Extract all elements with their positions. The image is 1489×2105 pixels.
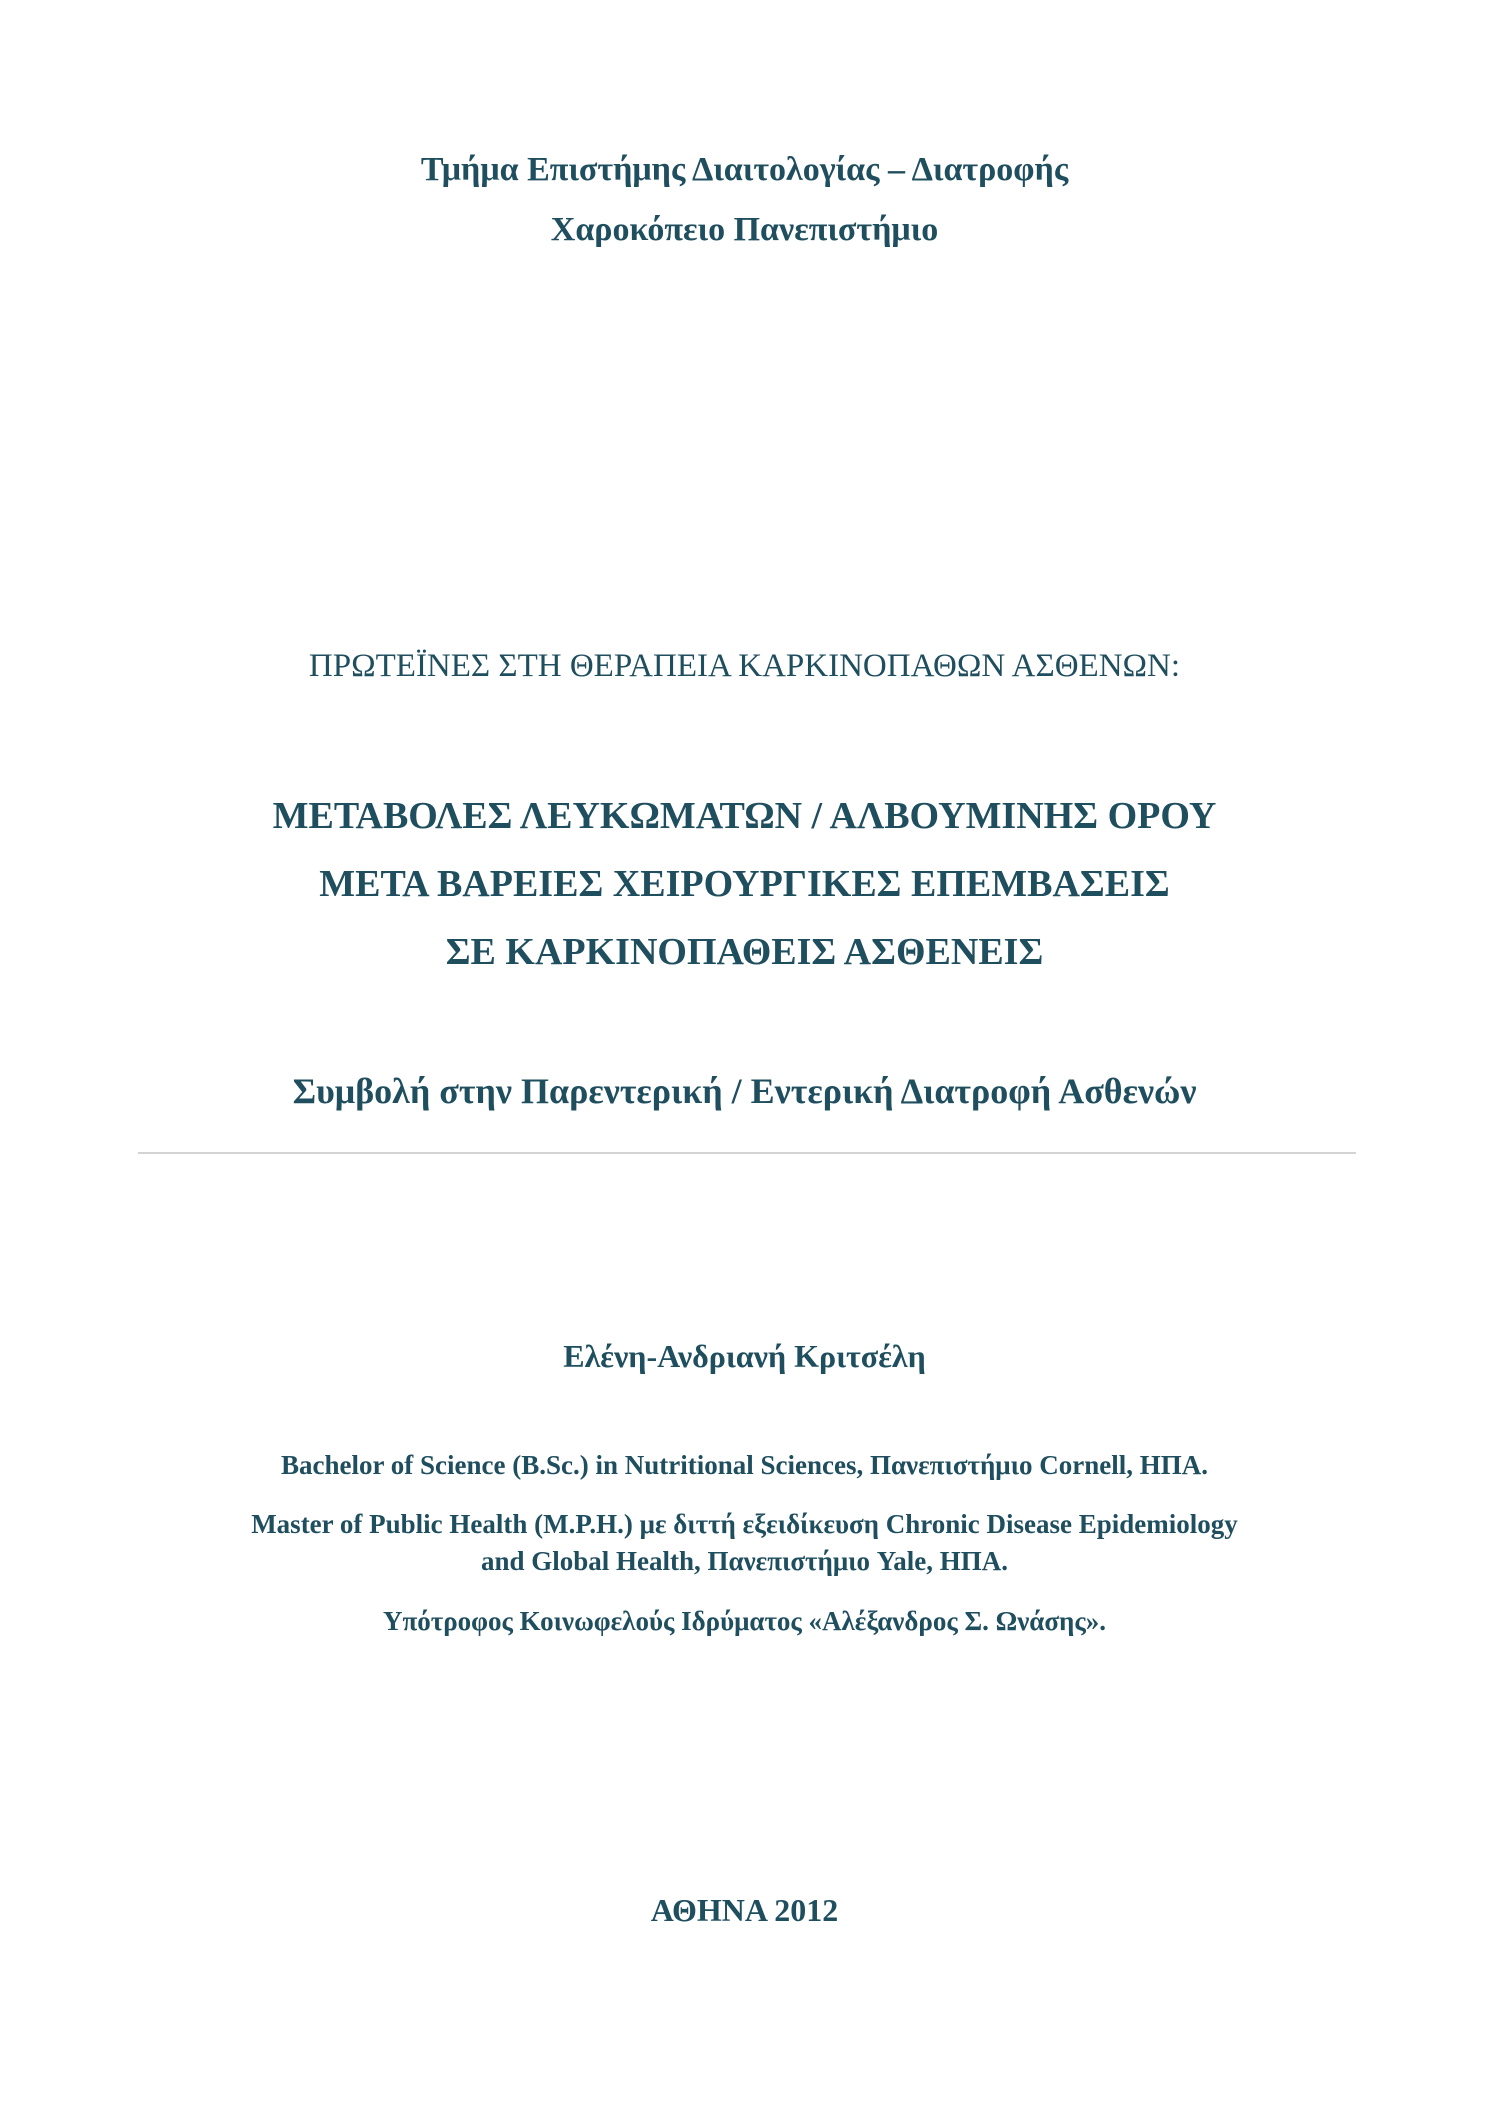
author-credential: Υπότροφος Κοινωφελούς Ιδρύματος «Αλέξανδρος Σ. Ωνάσης». xyxy=(382,1606,1107,1636)
author-name: Ελένη-Ανδριανή Κριτσέλη xyxy=(563,1338,926,1374)
place-and-year: ΑΘΗΝΑ 2012 xyxy=(650,1892,839,1928)
department-heading: Τμήμα Επιστήμης Διαιτολογίας – Διατροφής xyxy=(420,151,1069,188)
thesis-subtitle: Συμβολή στην Παρεντερική / Εντερική Διατροφή Ασθενών xyxy=(292,1071,1197,1111)
thesis-pre-title: ΠΡΩΤΕΪΝΕΣ ΣΤΗ ΘΕΡΑΠΕΙΑ ΚΑΡΚΙΝΟΠΑΘΩΝ ΑΣΘΕΝΩΝ: xyxy=(308,648,1181,684)
thesis-title-line: ΜΕΤΑΒΟΛΕΣ ΛΕΥΚΩΜΑΤΩΝ / ΑΛΒΟΥΜΙΝΗΣ ΟΡΟΥ xyxy=(272,795,1217,837)
author-credential: Master of Public Health (M.P.H.) με διττή εξειδίκευση Chronic Disease Epidemiology xyxy=(251,1509,1238,1539)
university-heading: Χαροκόπειο Πανεπιστήμιο xyxy=(550,211,939,248)
author-credential: Bachelor of Science (B.Sc.) in Nutritional Sciences, Πανεπιστήμιο Cornell, ΗΠΑ. xyxy=(281,1450,1208,1480)
thesis-title-line: ΜΕΤΑ ΒΑΡΕΙΕΣ ΧΕΙΡΟΥΡΓΙΚΕΣ ΕΠΕΜΒΑΣΕΙΣ xyxy=(319,863,1170,905)
thesis-title-line: ΣΕ ΚΑΡΚΙΝΟΠΑΘΕΙΣ ΑΣΘΕΝΕΙΣ xyxy=(445,931,1044,973)
author-credential: and Global Health, Πανεπιστήμιο Yale, ΗΠΑ. xyxy=(480,1546,1008,1576)
horizontal-divider xyxy=(138,1152,1356,1154)
